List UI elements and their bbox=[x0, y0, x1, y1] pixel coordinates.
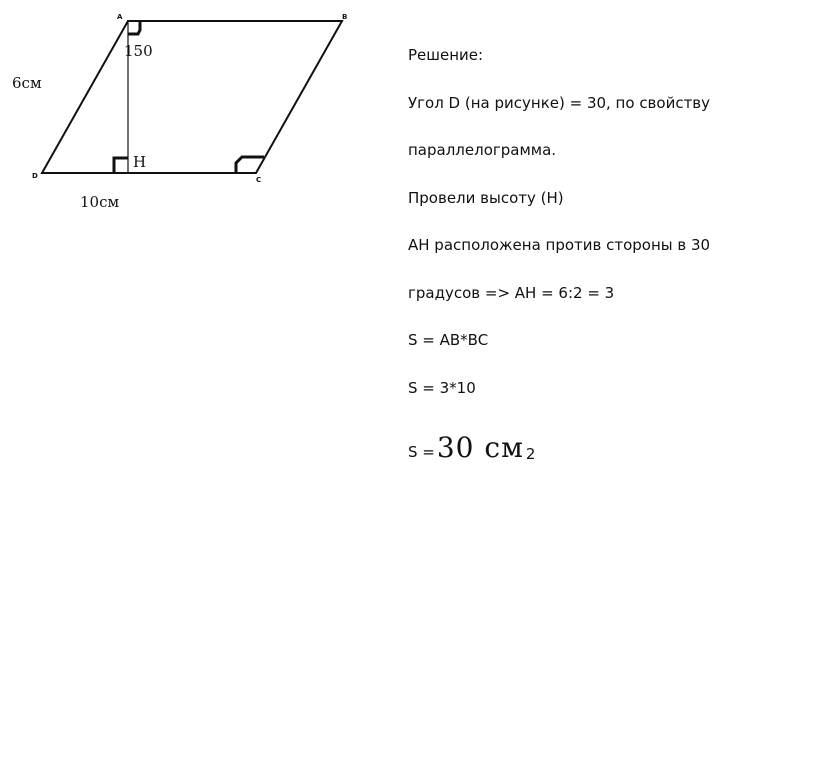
vertex-label-c: C bbox=[256, 176, 262, 184]
solution-line: градусов => AH = 6:2 = 3 bbox=[408, 283, 615, 302]
solution-line: Провели высоту (H) bbox=[408, 188, 564, 207]
vertex-label-d: D bbox=[32, 172, 38, 180]
side-length-label: 6см bbox=[12, 74, 42, 92]
solution-text bbox=[408, 48, 808, 462]
parallelogram-figure bbox=[0, 0, 380, 230]
answer-power: 2 bbox=[525, 445, 536, 463]
height-label: H bbox=[133, 153, 147, 171]
solution-heading: Решение: bbox=[408, 46, 484, 64]
answer-value: 30 см bbox=[436, 431, 524, 464]
solution-line: S = AB*BC bbox=[408, 331, 489, 349]
angle-mark-a bbox=[128, 22, 140, 34]
solution-line: параллелограмма. bbox=[408, 141, 557, 159]
parallelogram-outline bbox=[42, 21, 342, 173]
answer-lead: S = bbox=[408, 443, 435, 461]
vertex-label-b: B bbox=[342, 13, 348, 21]
solution-line: AH расположена против стороны в 30 bbox=[408, 236, 711, 254]
final-answer bbox=[408, 431, 808, 464]
angle-label: 150 bbox=[124, 42, 153, 60]
solution-line: Угол D (на рисунке) = 30, по свойству bbox=[408, 93, 711, 112]
right-angle-mark-h bbox=[114, 158, 128, 173]
vertex-label-a: A bbox=[117, 13, 123, 21]
base-length-label: 10см bbox=[80, 193, 120, 211]
solution-line: S = 3*10 bbox=[408, 378, 476, 397]
